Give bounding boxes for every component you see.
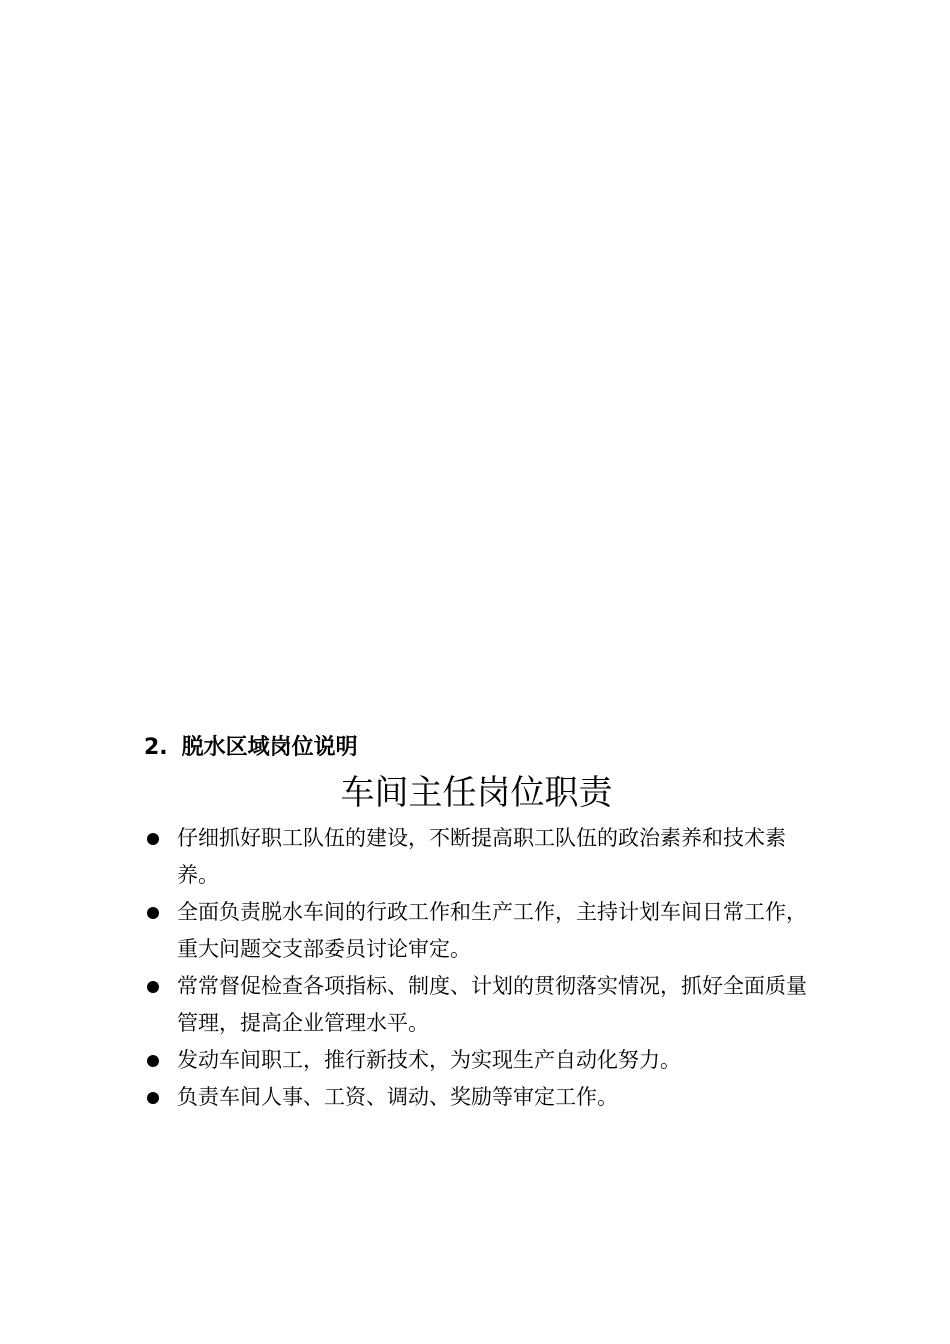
list-item-text: 全面负责脱水车间的行政工作和生产工作，主持计划车间日常工作，重大问题交支部委员讨论审定。 xyxy=(177,900,807,961)
list-item-text: 发动车间职工，推行新技术，为实现生产自动化努力。 xyxy=(177,1048,681,1072)
bullet-icon xyxy=(147,1092,159,1104)
bullet-icon xyxy=(147,981,159,993)
list-item-text: 负责车间人事、工资、调动、奖励等审定工作。 xyxy=(177,1085,618,1109)
bullet-icon xyxy=(147,833,159,845)
section-number: 2. xyxy=(144,735,168,760)
section-heading xyxy=(144,728,809,768)
list-item xyxy=(144,820,809,894)
page-title: 车间主任岗位职责 xyxy=(340,773,613,813)
list-item-text: 仔细抓好职工队伍的建设，不断提高职工队伍的政治素养和技术素养。 xyxy=(177,826,786,887)
bullet-icon xyxy=(147,1055,159,1067)
section-title: 脱水区域岗位说明 xyxy=(181,735,358,760)
bullet-icon xyxy=(147,907,159,919)
list-item xyxy=(144,1079,809,1116)
list-item xyxy=(144,894,809,968)
document-body xyxy=(144,728,809,1116)
list-item xyxy=(144,968,809,1042)
responsibility-list xyxy=(144,820,809,1116)
list-item xyxy=(144,1042,809,1079)
list-item-text: 常常督促检查各项指标、制度、计划的贯彻落实情况，抓好全面质量管理，提高企业管理水平。 xyxy=(177,974,807,1035)
